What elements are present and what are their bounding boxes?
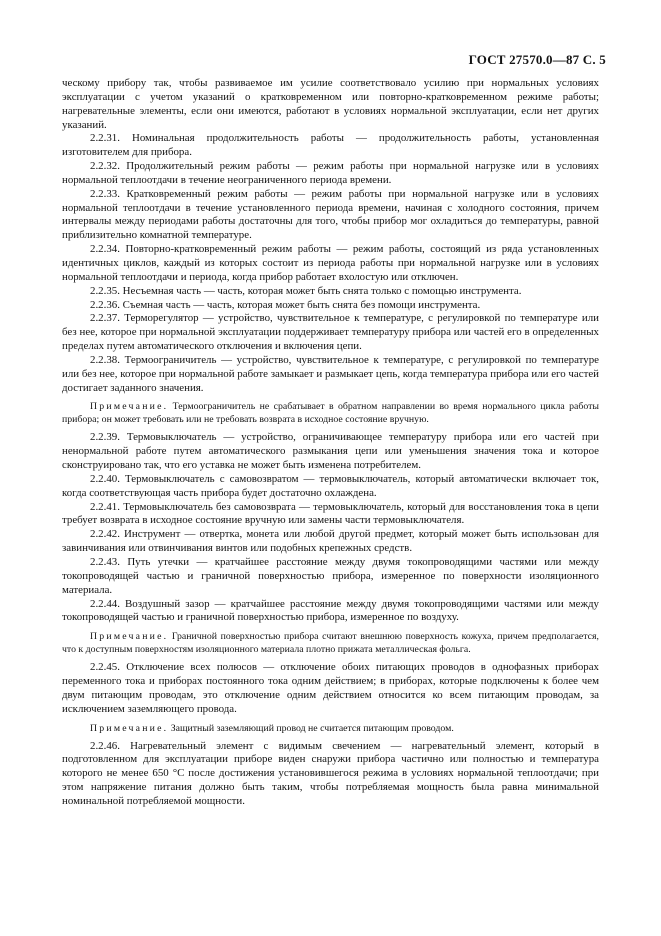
paragraph-2-2-40: 2.2.40. Термовыключатель с самовозвратом — термовыключатель, который автоматически включает ток, когда соответствующая часть прибора будет достаточно охлаждена. (62, 472, 599, 499)
note-1 (62, 400, 599, 426)
paragraph-2-2-33: 2.2.33. Кратковременный режим работы — режим работы при нормальной нагрузке или в условиях нормальной теплоотдачи в течение установленного периода времени, начиная с холодного состояния, причем интервалы между периодами работы достаточны для того, чтобы прибор мог охладиться до температуры, равной приблизительно комнатной температуре. (62, 187, 599, 242)
paragraph-2-2-34: 2.2.34. Повторно-кратковременный режим работы — режим работы, состоящий из ряда установленных идентичных циклов, каждый из которых состоит из периода работы при нормальной нагрузке или в условиях нормальной теплоотдачи и периода, когда прибор работает вхолостую или отключен. (62, 243, 599, 283)
paragraph-2-2-42: 2.2.42. Инструмент — отвертка, монета или любой другой предмет, который может быть использован для завинчивания или отвинчивания винтов или подобных крепежных средств. (62, 528, 599, 555)
paragraph-2-2-43: 2.2.43. Путь утечки — кратчайшее расстояние между двумя токопроводящими частями или между токопроводящей частью и граничной поверхностью прибора, измеренное по поверхности изоляционного материала. (62, 556, 599, 596)
note-text: Термоограничитель не срабатывает в обратном направлении во время нормального цикла работы прибора; он может требовать или не требовать возврата в исходное состояние вручную. (62, 401, 599, 426)
paragraph-2-2-35: 2.2.35. Несъемная часть — часть, которая может быть снята только с помощью инструмента. (90, 284, 522, 297)
paragraph-2-2-44: 2.2.44. Воздушный зазор — кратчайшее расстояние между двумя токопроводящими частями или между токопроводящей частью и граничной поверхностью прибора, измеренное по воздуху. (62, 597, 599, 624)
paragraph-2-2-41: 2.2.41. Термовыключатель без самовозврата — термовыключатель, который для восстановления тока в цепи требует возврата в исходное состояние вручную или замены части термовыключателя. (62, 500, 599, 527)
paragraph-2-2-31: 2.2.31. Номинальная продолжительность работы — продолжительность работы, установленная изготовителем для прибора. (62, 132, 599, 159)
note-label: Примечание. (90, 722, 169, 734)
page-header: ГОСТ 27570.0—87 С. 5 (468, 52, 606, 67)
note-2 (62, 630, 599, 656)
note-label: Примечание. (90, 631, 169, 643)
paragraph-2-2-45: 2.2.45. Отключение всех полюсов — отключение обоих питающих проводов в однофазных приборах переменного тока и приборах постоянного тока одним действием; в приборах, которые подключены к более чем двум питающим проводам, это отключение одним действием относится ко всем питающим проводам, за исключением заземляющего провода. (62, 661, 599, 715)
paragraph-2-2-37: 2.2.37. Терморегулятор — устройство, чувствительное к температуре, с регулировкой по температуре или без нее, которое при нормальной эксплуатации поддерживает температуру прибора или частей его в определенных пределах путем автоматического отключения и включения цепи. (62, 312, 599, 353)
note-label: Примечание. (90, 401, 169, 413)
document-body (62, 77, 599, 809)
paragraph-2-2-38: 2.2.38. Термоограничитель — устройство, чувствительное к температуре, с регулировкой по температуре или без нее, которое при нормальной работе замыкает и размыкает цепь, когда температура прибора или его частей достигает заданного значения. (62, 353, 599, 394)
paragraph-continuation: ческому прибору так, чтобы развиваемое им усилие соответствовало усилию при нормальных условиях эксплуатации с учетом указаний о кратковременном или повторно-кратковременном режиме работы; нагревательные элементы, если они имеются, работают в условиях нормальной эксплуатации, если нет других указаний. (62, 77, 599, 131)
note-3 (62, 722, 599, 735)
note-text: Защитный заземляющий провод не считается питающим проводом. (168, 722, 454, 734)
note-text: Граничной поверхностью прибора считают внешнюю поверхность кожуха, причем предполагается, что к доступным поверхностям изоляционного материала плотно прижата металлическая фольга. (62, 631, 599, 656)
paragraph-2-2-39: 2.2.39. Термовыключатель — устройство, ограничивающее температуру прибора или его частей при ненормальной работе путем автоматического размыкания цепи или уменьшения значения тока и которое сконструировано так, что его уставка не может быть изменена потребителем. (62, 431, 599, 472)
paragraph-2-2-32: 2.2.32. Продолжительный режим работы — режим работы при нормальной нагрузке или в условиях нормальной теплоотдачи в течение неограниченного периода времени. (62, 160, 599, 186)
paragraph-2-2-46: 2.2.46. Нагревательный элемент с видимым свечением — нагревательный элемент, который в подготовленном для эксплуатации приборе виден снаружи прибора частично или полностью и температура которого не менее 650 °С после достижения установившегося режима в условиях нормальной теплоотдачи; при этом напряжение питания должно быть таким, чтобы потребляемая мощность была равна минимальной номинальной потребляемой мощности. (62, 739, 599, 807)
paragraph-2-2-36: 2.2.36. Съемная часть — часть, которая может быть снята без помощи инструмента. (90, 298, 481, 311)
